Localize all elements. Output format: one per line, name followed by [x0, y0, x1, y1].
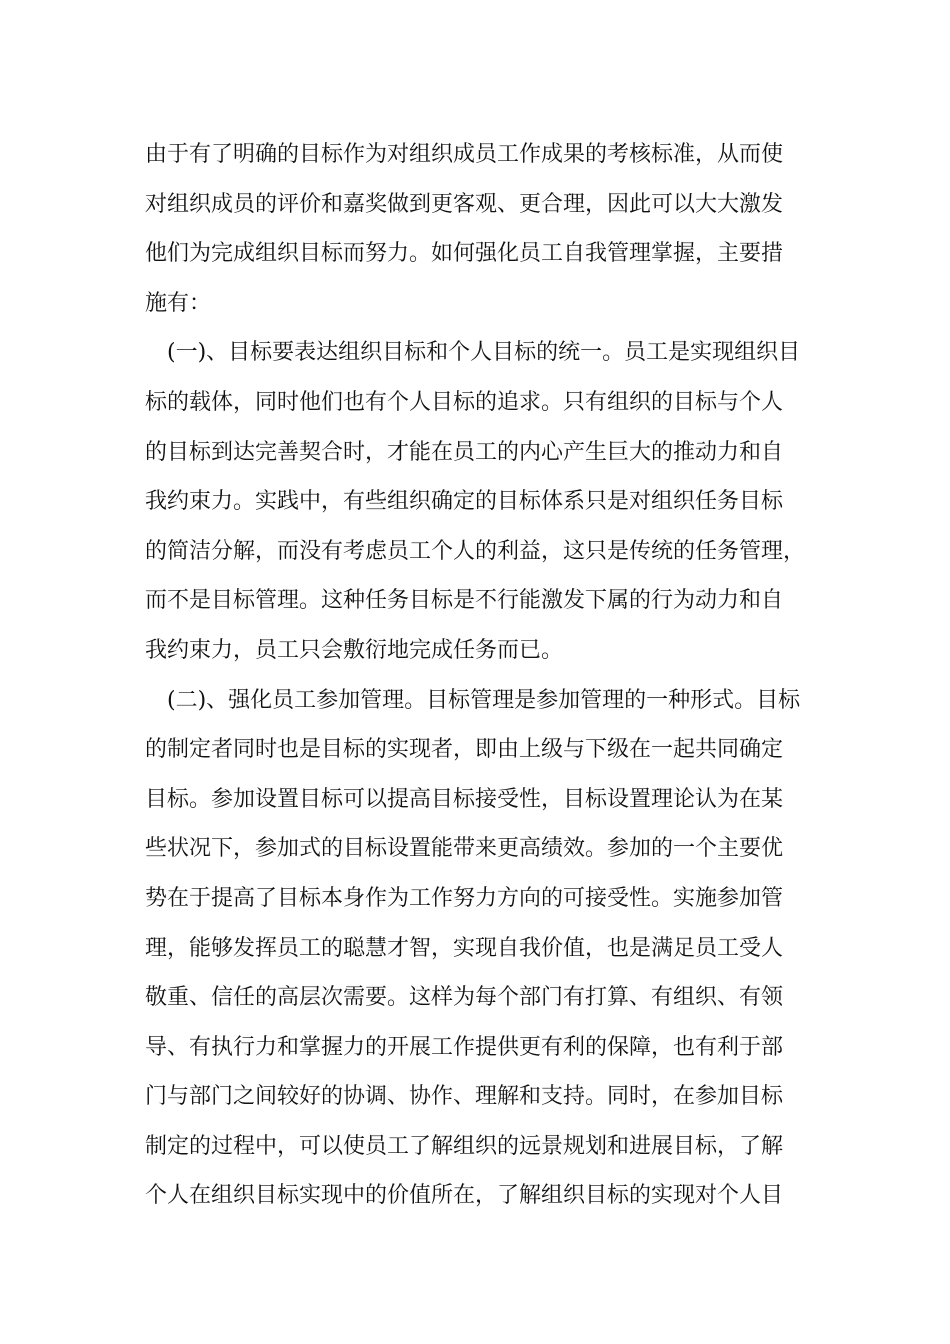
text-line: (一)、目标要表达组织目标和个人目标的统一。员工是实现组织目	[167, 340, 801, 366]
text-line: 而不是目标管理。这种任务目标是不行能激发下属的行为动力和自	[145, 588, 784, 614]
text-line: 个人在组织目标实现中的价值所在，了解组织目标的实现对个人目	[145, 1183, 784, 1209]
text-line: 目标。参加设置目标可以提高目标接受性，目标设置理论认为在某	[145, 786, 784, 812]
text-line: 的简洁分解，而没有考虑员工个人的利益，这只是传统的任务管理，	[145, 538, 806, 564]
body-text	[145, 130, 825, 1221]
text-line: 的目标到达完善契合时，才能在员工的内心产生巨大的推动力和自	[145, 439, 784, 465]
text-line: 施有：	[145, 290, 212, 316]
text-line: 我约束力。实践中，有些组织确定的目标体系只是对组织任务目标	[145, 489, 784, 515]
text-line: 对组织成员的评价和嘉奖做到更客观、更合理，因此可以大大激发	[145, 191, 784, 217]
text-line: 他们为完成组织目标而努力。如何强化员工自我管理掌握，主要措	[145, 241, 784, 267]
text-line: 门与部门之间较好的协调、协作、理解和支持。同时，在参加目标	[145, 1084, 784, 1110]
text-line: 些状况下，参加式的目标设置能带来更高绩效。参加的一个主要优	[145, 836, 784, 862]
text-line: 势在于提高了目标本身作为工作努力方向的可接受性。实施参加管	[145, 885, 784, 911]
text-line: 制定的过程中，可以使员工了解组织的远景规划和进展目标，了解	[145, 1133, 784, 1159]
text-line: 由于有了明确的目标作为对组织成员工作成果的考核标准，从而使	[145, 142, 784, 167]
text-line: 导、有执行力和掌握力的开展工作提供更有利的保障，也有利于部	[145, 1034, 784, 1060]
text-line: 标的载体，同时他们也有个人目标的追求。只有组织的目标与个人	[145, 389, 784, 415]
text-line: 理，能够发挥员工的聪慧才智，实现自我价值，也是满足员工受人	[145, 935, 784, 961]
text-line: 敬重、信任的高层次需要。这样为每个部门有打算、有组织、有领	[145, 985, 784, 1011]
text-line: 的制定者同时也是目标的实现者，即由上级与下级在一起共同确定	[145, 737, 784, 763]
text-line: 我约束力，员工只会敷衍地完成任务而已。	[145, 637, 564, 663]
text-line: (二)、强化员工参加管理。目标管理是参加管理的一种形式。目标	[167, 687, 801, 713]
